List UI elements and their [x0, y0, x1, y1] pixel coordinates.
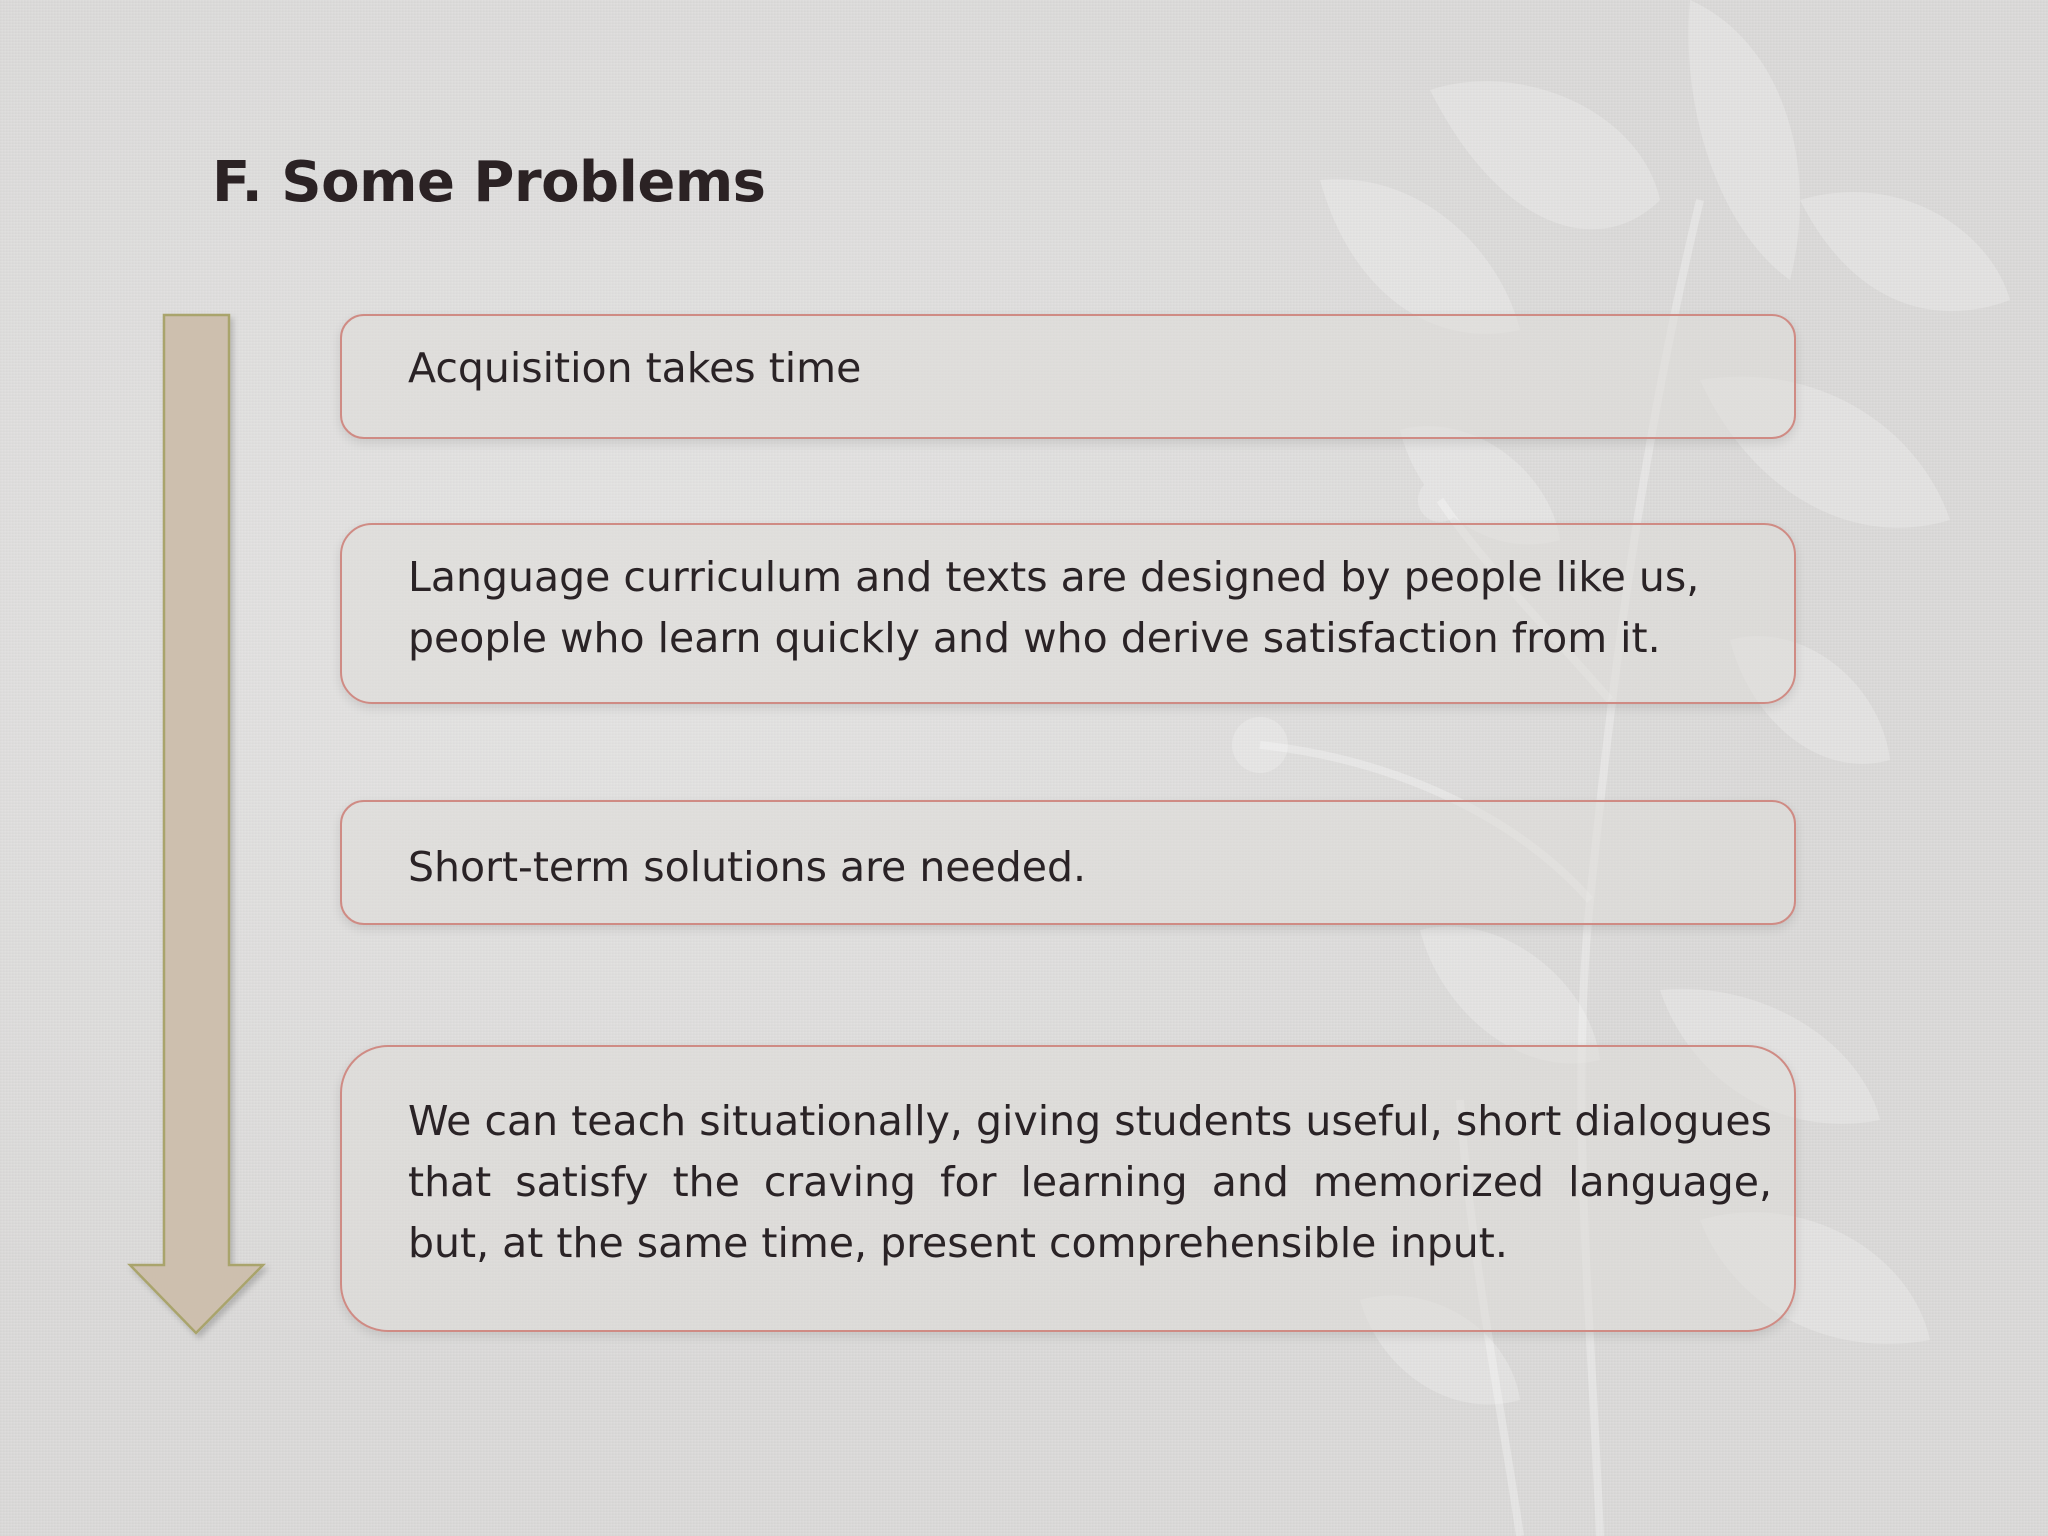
list-item	[340, 314, 1796, 439]
page-title: F. Some Problems	[212, 150, 766, 215]
list-item-text: Acquisition takes time	[408, 344, 862, 392]
list-item	[340, 523, 1796, 704]
list-item-text: Language curriculum and texts are designed by people like us, people who learn quickly and who derive satisfaction from it.	[408, 553, 1700, 662]
list-item-text: Short-term solutions are needed.	[408, 843, 1087, 891]
list-item	[340, 800, 1796, 925]
list-item-text: We can teach situationally, giving students useful, short dialogues that satisfy the craving for learning and memorized language, but, at the same time, present comprehensible input.	[408, 1097, 1772, 1267]
list-item	[340, 1045, 1796, 1332]
